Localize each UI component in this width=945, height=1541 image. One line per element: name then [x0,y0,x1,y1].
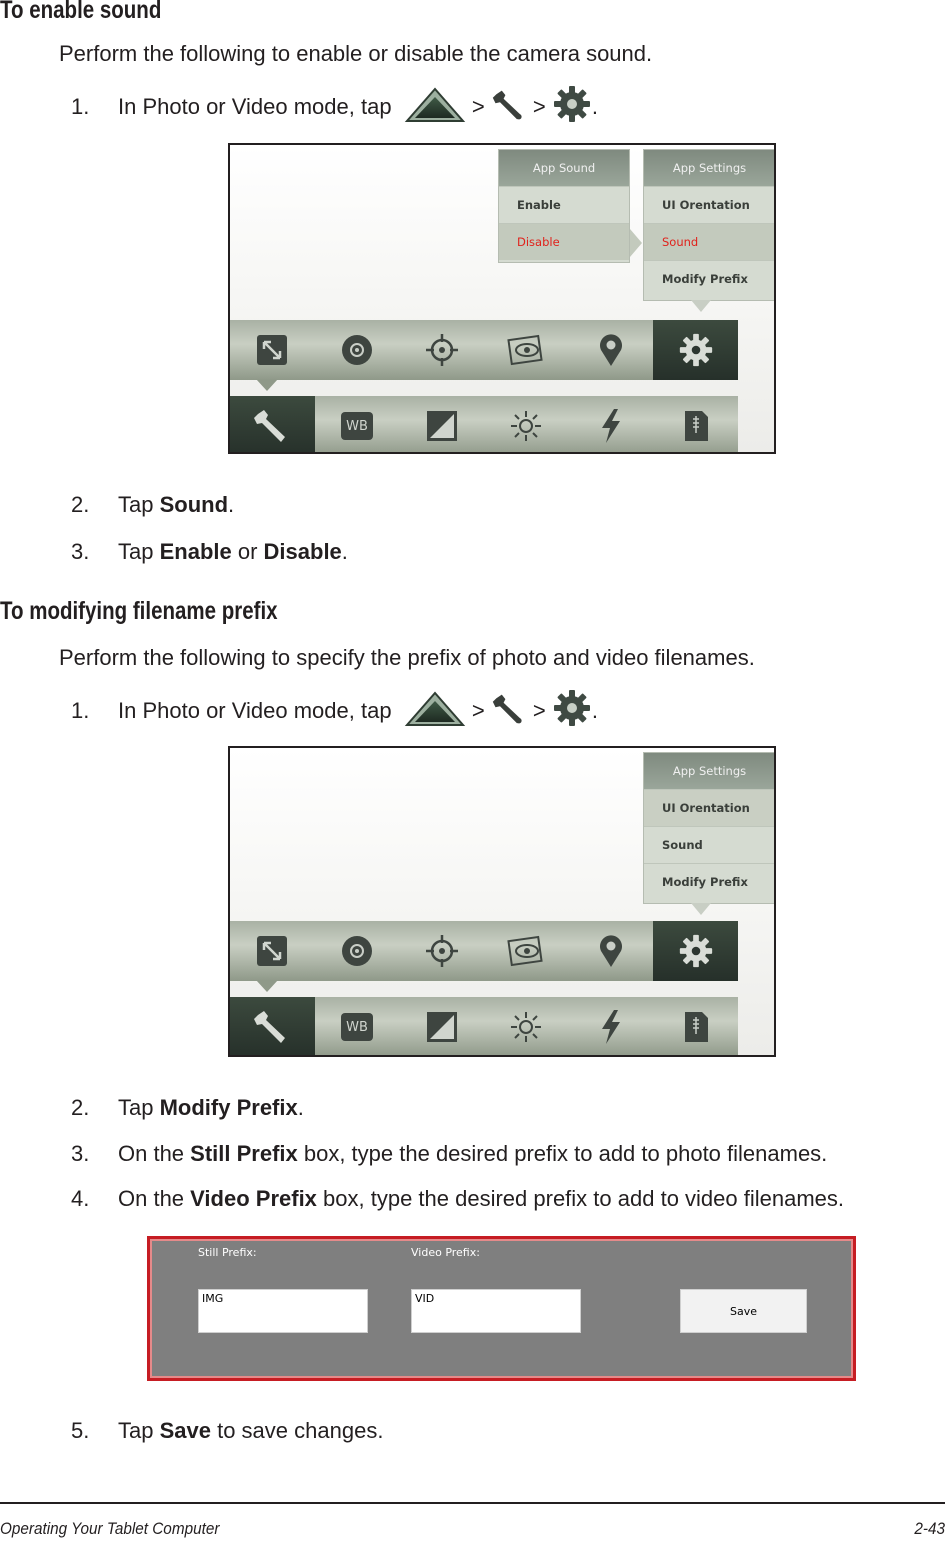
menu-pointer-icon [691,300,711,312]
scene-button[interactable] [484,921,569,981]
white-balance-icon: WB [341,1013,373,1041]
step-text: . [297,1095,304,1120]
step-keyword: Modify Prefix [159,1095,298,1120]
still-prefix-input[interactable]: IMG [198,1289,368,1333]
step-keyword: Enable [159,539,232,564]
wrench-icon [491,691,527,727]
wrench-icon [252,406,292,446]
step-text: On the [118,1186,191,1211]
location-pin-icon [597,333,625,367]
resize-icon [256,935,288,967]
menu-item-modify-prefix[interactable]: Modify Prefix [644,260,775,297]
storage-button[interactable] [653,997,738,1057]
step-number: 4. [71,1186,90,1211]
step-separator: > [532,93,546,119]
step-number: 3. [71,1141,90,1166]
step-period: . [591,697,599,723]
step-number: 1. [71,697,90,723]
app-sound-menu [498,149,630,263]
storage-card-icon [682,1010,710,1044]
section-heading-filename-prefix: To modifying filename prefix [0,597,278,625]
app-settings-menu-title: App Settings [644,753,775,789]
app-settings-menu-title: App Settings [644,150,775,186]
camera-toolbar [230,396,738,454]
step-keyword: Still Prefix [190,1141,298,1166]
toolbar-pointer-icon [256,980,278,992]
settings-toolbar [230,320,738,380]
step-keyword: Sound [159,492,229,517]
menu-item-enable[interactable]: Enable [499,186,629,223]
storage-card-icon [682,409,710,443]
step-text: box, type the desired prefix to add to photo filenames. [297,1141,828,1166]
submenu-pointer-icon [630,229,642,257]
scene-eye-icon [506,333,546,367]
brightness-sun-icon [509,1010,543,1044]
exposure-button[interactable] [399,396,484,454]
exposure-button[interactable] [399,997,484,1057]
step-text: . [341,539,348,564]
step-text: to save changes. [210,1418,384,1443]
flash-icon [599,408,623,444]
flash-button[interactable] [569,997,654,1057]
step-item [71,1186,844,1212]
scene-button[interactable] [484,320,569,380]
app-settings-menu [643,752,776,904]
step-text: On the [118,1141,191,1166]
menu-item-sound[interactable]: Sound [644,223,775,260]
exposure-icon [426,410,458,442]
flash-button[interactable] [569,396,654,454]
app-settings-button[interactable] [653,921,738,981]
menu-item-disable[interactable]: Disable [499,223,629,260]
step-number: 2. [71,492,90,517]
footer-page-number: 2-43 [914,1519,945,1538]
location-pin-icon [597,934,625,968]
metering-button[interactable] [399,320,484,380]
step-separator: > [471,697,485,723]
still-prefix-label: Still Prefix: [198,1246,257,1259]
expand-triangle-icon [404,690,466,728]
step-separator: > [471,93,485,119]
disc-icon [340,333,374,367]
settings-toolbar [230,921,738,981]
save-button[interactable]: Save [680,1289,807,1333]
storage-button[interactable] [653,396,738,454]
step-text: Tap [118,492,160,517]
step-text: . [228,492,235,517]
app-settings-menu [643,149,776,301]
menu-item-sound[interactable]: Sound [644,826,775,863]
step-item [71,696,598,728]
step-item [71,1141,827,1167]
resize-button[interactable] [230,921,315,981]
step-keyword: Disable [263,539,342,564]
white-balance-button[interactable] [315,396,400,454]
exposure-icon [426,1011,458,1043]
step-item [71,492,234,518]
step-number: 2. [71,1095,90,1120]
gear-icon [552,84,592,124]
section-intro: Perform the following to specify the prefix of photo and video filenames. [59,645,755,670]
brightness-button[interactable] [484,997,569,1057]
footer-divider [0,1502,945,1504]
menu-pointer-icon [691,903,711,915]
resize-button[interactable] [230,320,315,380]
section-intro: Perform the following to enable or disable the camera sound. [59,41,653,66]
step-text: or [231,539,264,564]
gear-icon [677,932,715,970]
location-button[interactable] [569,320,654,380]
section-heading-enable-sound: To enable sound [0,0,162,24]
step-item [71,1418,383,1444]
menu-item-ui-orientation[interactable]: UI Orentation [644,789,775,826]
step-number: 5. [71,1418,90,1443]
gear-icon [552,688,592,728]
white-balance-button[interactable] [315,997,400,1057]
step-item [71,1095,304,1121]
step-text: In Photo or Video mode, tap [118,93,392,119]
location-button[interactable] [569,921,654,981]
resize-icon [256,334,288,366]
scene-eye-icon [506,934,546,968]
step-text: Tap [118,1095,160,1120]
step-period: . [591,93,599,119]
camera-settings-screenshot-sound [228,143,776,454]
step-keyword: Save [159,1418,211,1443]
disc-icon [340,934,374,968]
video-prefix-label: Video Prefix: [411,1246,480,1259]
gear-icon [677,331,715,369]
prefix-dialog [147,1236,856,1381]
step-item [71,92,598,124]
step-separator: > [532,697,546,723]
step-text: Tap [118,1418,160,1443]
step-item [71,539,348,565]
settings-wrench-button[interactable] [230,396,315,454]
wrench-icon [491,87,527,123]
step-number: 1. [71,93,90,119]
menu-item-modify-prefix[interactable]: Modify Prefix [644,863,775,900]
footer-chapter-title: Operating Your Tablet Computer [0,1519,220,1538]
camera-settings-screenshot-prefix [228,746,776,1057]
white-balance-icon: WB [341,412,373,440]
settings-wrench-button[interactable] [230,997,315,1057]
metering-button[interactable] [399,921,484,981]
camera-toolbar [230,997,738,1057]
wrench-icon [252,1007,292,1047]
crosshair-icon [425,934,459,968]
focus-mode-button[interactable] [315,921,400,981]
step-keyword: Video Prefix [190,1186,317,1211]
app-sound-menu-title: App Sound [499,150,629,186]
brightness-sun-icon [509,409,543,443]
step-text: In Photo or Video mode, tap [118,697,392,723]
expand-triangle-icon [404,86,466,124]
menu-item-ui-orientation[interactable]: UI Orentation [644,186,775,223]
focus-mode-button[interactable] [315,320,400,380]
toolbar-pointer-icon [256,379,278,391]
video-prefix-input[interactable]: VID [411,1289,581,1333]
brightness-button[interactable] [484,396,569,454]
step-text: Tap [118,539,160,564]
app-settings-button[interactable] [653,320,738,380]
flash-icon [599,1009,623,1045]
crosshair-icon [425,333,459,367]
step-number: 3. [71,539,90,564]
step-text: box, type the desired prefix to add to video filenames. [316,1186,845,1211]
